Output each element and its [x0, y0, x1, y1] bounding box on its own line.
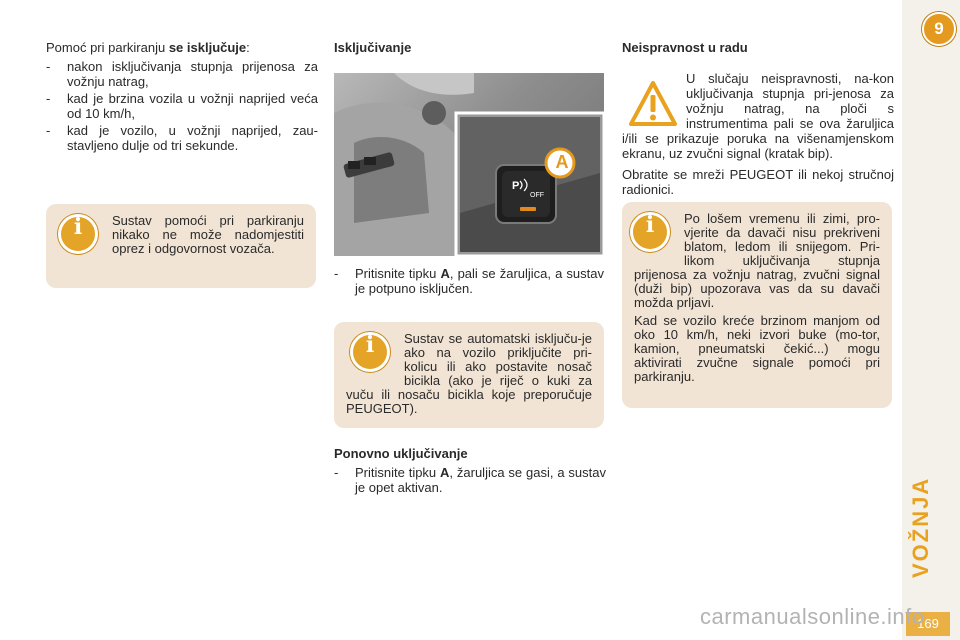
section-heading: Ponovno uključivanje	[334, 446, 468, 461]
section-heading: Neispravnost u radu	[622, 40, 748, 55]
info-icon: i	[350, 332, 390, 372]
column-parking-off	[46, 40, 318, 155]
reactivation-step	[334, 465, 606, 495]
switch-off-step	[334, 266, 604, 298]
info-text: Sustav pomoći pri parkiranju nikako ne može nadomjestiti oprez i odgovornost vozača.	[112, 213, 304, 256]
watermark: carmanualsonline.info	[700, 604, 925, 629]
info-text: Sustav se automatski isključu-je ako na vozilo priključite pri-kolicu ili ako postavite nosač bicikla (ako je riječ o kuki za vuču ili nosaču bicikla koje preporučuje PEUGEOT).	[346, 331, 592, 416]
list-item: - kad je brzina vozila u vožnji naprijed veća od 10 km/h,	[46, 91, 318, 121]
intro-bold: se isključuje	[168, 40, 247, 55]
info-text: Po lošem vremenu ili zimi, pro-vjerite da davači nisu prekriveni blatom, ledom ili snijegom. Pri-likom uključivanja stupnja prijenosa za vožnju natrag, zvučni signal (duži bip) upozorava vas da su davači možda prljavi.	[634, 211, 880, 310]
intro-text: Pomoć pri parkiranju se isključuje:	[46, 40, 250, 55]
dashboard-photo	[334, 73, 604, 256]
list-item: - Pritisnite tipku A, pali se žaruljica, a sustav je potpuno isključen.	[334, 266, 604, 296]
info-text: Kad se vozilo kreće brzinom manjom od oko 10 km/h, neki izvori buke (mo-tor, kamion, pneumatski čekić...) mogu aktivirati zvučne signale pomoći pri parkiranju.	[634, 313, 880, 384]
warning-text: U slučaju neispravnosti, na-kon uključivanja stupnja pri-jenosa za vožnju natrag, na ploči s instrumentima pali se ova žaruljica i/ili se prikazuje poruka na višenamjenskom ekranu, uz zvučni signal (kratak bip).	[622, 71, 894, 161]
contact-text: Obratite se mreži PEUGEOT ili nekoj stručnoj radionici.	[622, 167, 894, 197]
list-item: - Pritisnite tipku A, žaruljica se gasi, a sustav je opet aktivan.	[334, 465, 606, 495]
column-switching-off	[334, 40, 606, 63]
conditions-list	[46, 59, 318, 153]
list-item: - kad je vozilo, u vožnji naprijed, zau-stavljeno dulje od tri sekunde.	[46, 123, 318, 153]
chapter-title: VOŽNJA	[908, 476, 933, 578]
info-icon: i	[630, 212, 670, 252]
list-item: - nakon isključivanja stupnja prijenosa za vožnju natrag,	[46, 59, 318, 89]
info-box-auto-disable	[334, 322, 604, 428]
chapter-badge: 9	[922, 12, 956, 46]
section-reactivation	[334, 446, 606, 497]
section-heading: Isključivanje	[334, 40, 412, 55]
info-box-driver-caution	[46, 204, 316, 288]
info-icon: i	[58, 214, 98, 254]
svg-text:OFF: OFF	[530, 192, 544, 199]
info-box-weather	[622, 202, 892, 408]
svg-text:P: P	[512, 180, 520, 192]
button-callout-label: A	[555, 152, 569, 172]
warning-triangle-icon	[628, 80, 678, 128]
page-number: 169	[906, 612, 950, 636]
